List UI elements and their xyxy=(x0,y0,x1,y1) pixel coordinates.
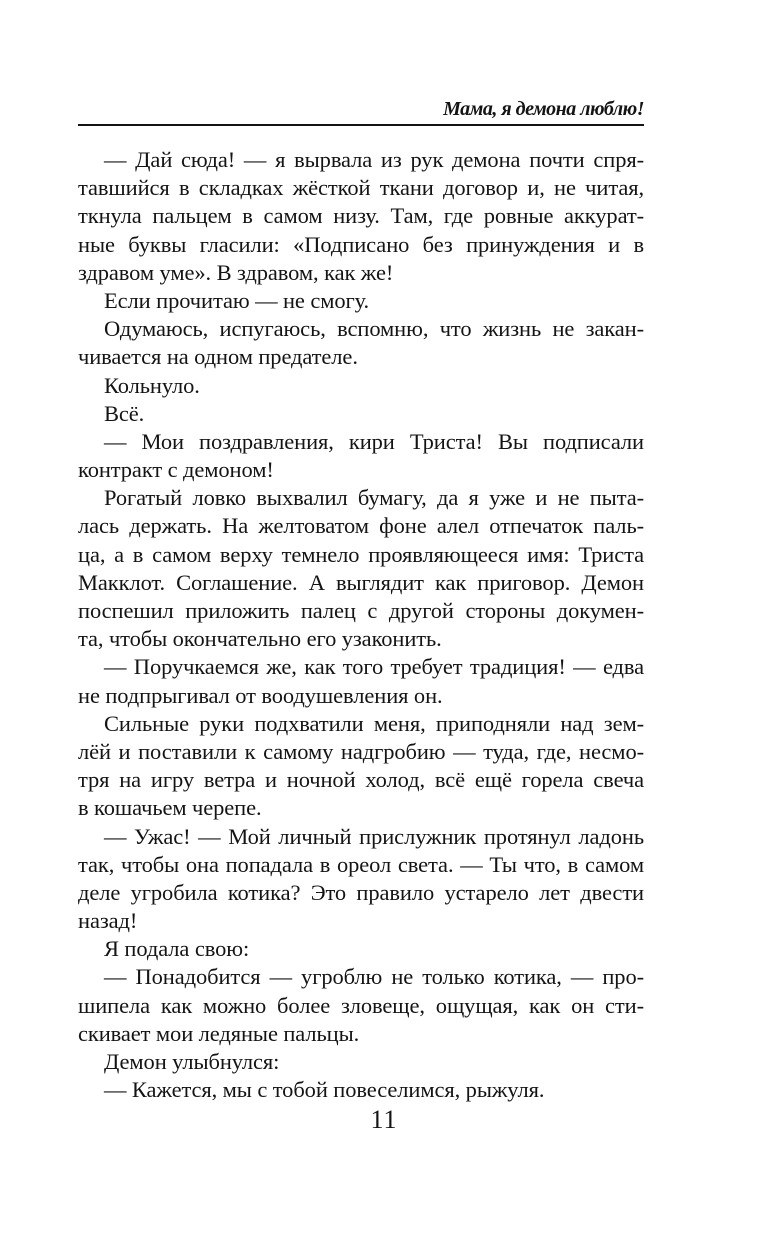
page-number: 11 xyxy=(370,1105,398,1134)
text-line: лась держать. На желтоватом фоне алел отпечаток паль- xyxy=(78,513,644,539)
text-line: поспешил приложить палец с другой стороны докумен- xyxy=(78,598,644,623)
text-line: здравом уме». В здравом, как же! xyxy=(78,259,394,285)
text-line: лёй и поставили к самому надгробию — туда, где, несмо- xyxy=(78,738,644,764)
text-line: — Понадобится — угроблю не только котика, — про- xyxy=(104,964,644,990)
running-head: Мама, я демона люблю! xyxy=(443,98,644,120)
text-line: Сильные руки подхватили меня, приподняли над зем- xyxy=(104,710,644,736)
text-line: ца, а в самом верху темнело проявляющееся имя: Триста xyxy=(78,541,644,567)
text-line: скивает мои ледяные пальцы. xyxy=(78,1020,360,1046)
body-text xyxy=(78,146,644,1104)
text-line: — Поручкаемся же, как того требует традиция! — едва xyxy=(104,654,644,680)
text-line: деле угробила котика? Это правило устарело лет двести xyxy=(78,879,644,905)
header-rule xyxy=(78,124,644,126)
text-line: та, чтобы окончательно его узаконить. xyxy=(78,626,442,652)
text-line: ткнула пальцем в самом низу. Там, где ровные аккурат- xyxy=(78,203,644,229)
text-line: не подпрыгивал от воодушевления он. xyxy=(78,682,443,708)
text-line: Одумаюсь, испугаюсь, вспомню, что жизнь не закан- xyxy=(104,316,644,342)
text-line: — Ужас! — Мой личный прислужник протянул ладонь xyxy=(104,823,644,849)
text-line: Всё. xyxy=(104,400,145,426)
text-line: шипела как можно более зловеще, ощущая, как он сти- xyxy=(78,992,644,1018)
text-line: ные буквы гласили: «Подписано без принуждения и в xyxy=(78,231,644,257)
text-line: Рогатый ловко выхвалил бумагу, да я уже и не пыта- xyxy=(104,485,644,511)
text-line: тря на игру ветра и ночной холод, всё ещё горела свеча xyxy=(78,767,644,793)
text-line: Демон улыбнулся: xyxy=(104,1049,280,1074)
text-line: в кошачьем черепе. xyxy=(78,795,262,821)
text-line: — Кажется, мы с тобой повеселимся, рыжуля. xyxy=(104,1077,545,1103)
text-line: чивается на одном предателе. xyxy=(78,344,358,370)
text-line: тавшийся в складках жёсткой ткани договор и, не читая, xyxy=(78,175,644,201)
text-line: Если прочитаю — не смогу. xyxy=(104,287,370,313)
text-line: контракт с демоном! xyxy=(78,457,274,483)
text-line: Макклот. Соглашение. А выглядит как приговор. Демон xyxy=(78,569,644,595)
text-line: — Мои поздравления, кири Триста! Вы подписали xyxy=(104,428,644,454)
text-line: назад! xyxy=(78,908,138,934)
text-line: Кольнуло. xyxy=(104,372,200,398)
text-line: так, чтобы она попадала в ореол света. — Ты что, в самом xyxy=(78,851,644,877)
text-line: — Дай сюда! — я вырвала из рук демона почти спря- xyxy=(104,147,644,172)
text-line: Я подала свою: xyxy=(104,936,250,962)
